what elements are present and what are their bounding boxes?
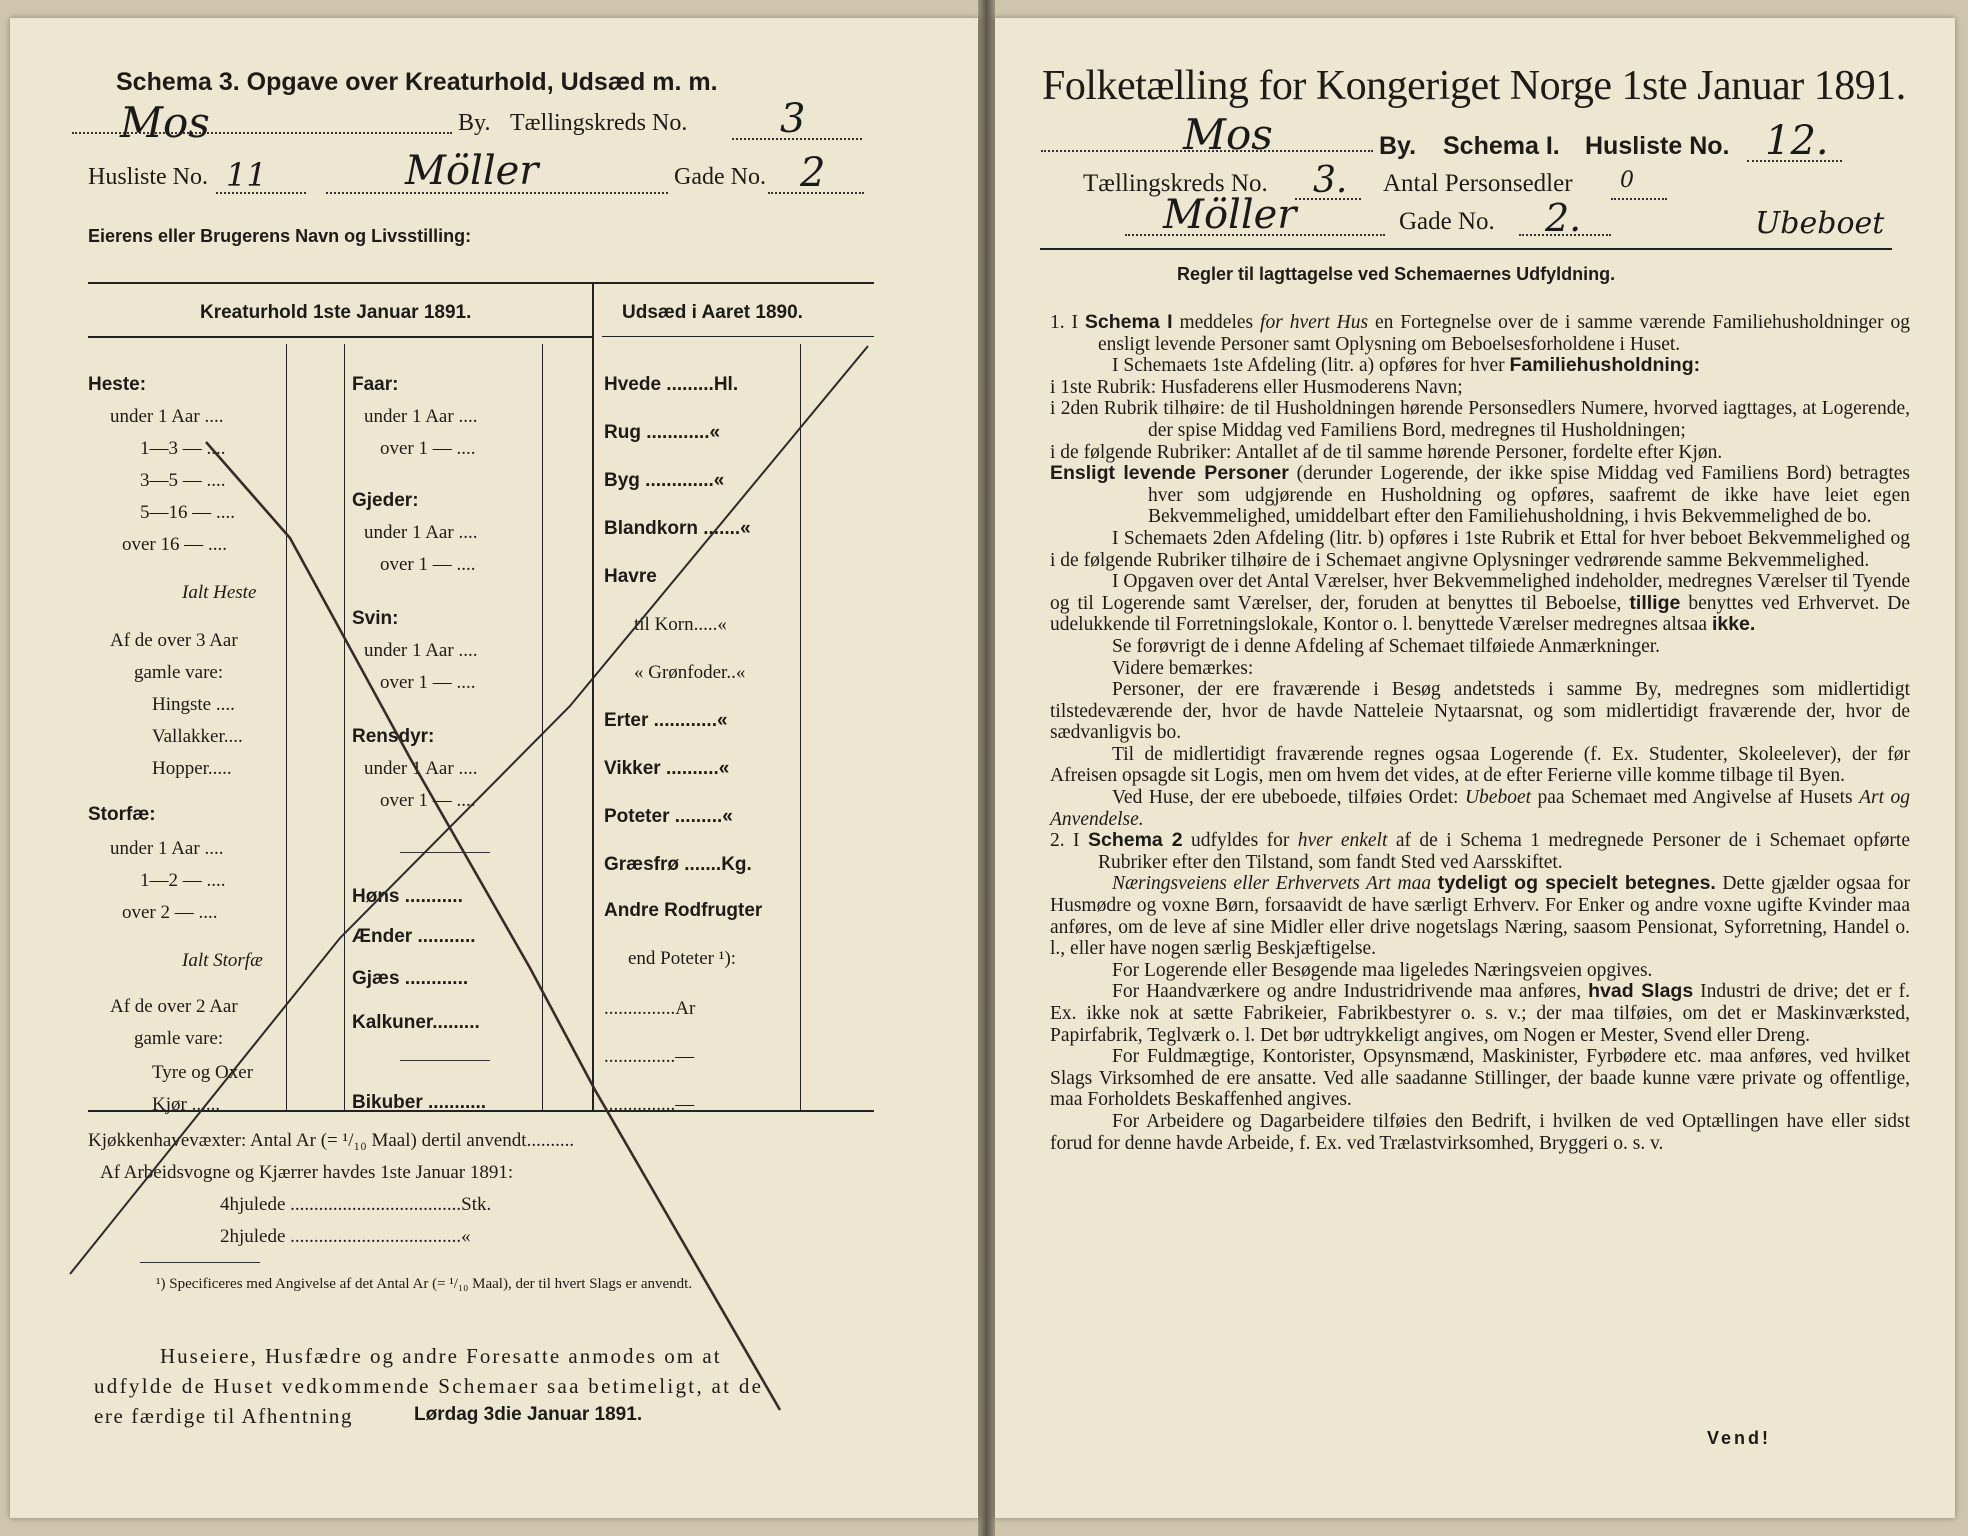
antal-dotted: [1611, 196, 1667, 200]
kreds-handwritten: 3: [780, 96, 806, 142]
heste-row: 3—5 — ....: [140, 470, 226, 491]
heste-row: gamle vare:: [134, 662, 224, 683]
gjeder-row: over 1 — ....: [380, 554, 476, 575]
by-label: By.: [458, 110, 491, 136]
gade-label: Gade No.: [1399, 208, 1495, 235]
arbeidsvogne-line: Af Arbeidsvogne og Kjærrer havdes 1ste Januar 1891:: [100, 1162, 514, 1183]
closing-line-1: Huseiere, Husfædre og andre Foresatte anmodes om at: [160, 1344, 722, 1368]
udsaed-row: Poteter .........«: [604, 806, 733, 827]
bikuber-row: Bikuber ...........: [352, 1092, 487, 1113]
book-spine: [978, 0, 995, 1536]
ubeboet-note: Ubeboet: [1755, 206, 1885, 241]
husliste-label: Husliste No.: [1585, 132, 1730, 160]
left-page: [10, 18, 978, 1518]
svin-row: over 1 — ....: [380, 672, 476, 693]
regler-title: Regler til lagttagelse ved Schemaernes Udfyldning.: [1177, 264, 1616, 284]
closing-line-3b: Lørdag 3die Januar 1891.: [414, 1404, 643, 1425]
gade-label: Gade No.: [674, 164, 766, 190]
gade-name-handwritten: Möller: [405, 148, 539, 194]
right-page: [995, 18, 1955, 1518]
faar-row: under 1 Aar ....: [364, 406, 478, 427]
cross-out-strokes: [10, 18, 978, 1518]
udsaed-row: Vikker ..........«: [604, 758, 730, 779]
heste-row: Vallakker....: [152, 726, 243, 747]
storfae-row: over 2 — ....: [122, 902, 218, 923]
udsaed-row: end Poteter ¹):: [628, 948, 737, 969]
kreatur-header: Kreaturhold 1ste Januar 1891.: [200, 302, 472, 323]
kreds-handwritten: 3.: [1313, 160, 1348, 201]
storfae-row: Tyre og Oxer: [152, 1062, 254, 1083]
udsaed-row: « Grønfoder..«: [634, 662, 746, 683]
antal-handwritten: 0: [1620, 168, 1634, 193]
udsaed-row: til Korn.....«: [634, 614, 727, 635]
kjokkenhave-line: Kjøkkenhavevæxter: Antal Ar (= ¹/₁₀ Maal) dertil anvendt..........: [88, 1130, 575, 1151]
udsaed-row: Andre Rodfrugter: [604, 900, 763, 921]
storfae-row: 1—2 — ....: [140, 870, 226, 891]
gjaes-row: Gjæs ............: [352, 968, 469, 989]
footnote: ¹) Specificeres med Angivelse af det Antal Ar (= ¹/₁₀ Maal), der til hvert Slags er anvendt.: [156, 1276, 693, 1292]
udsaed-row: ...............—: [604, 1094, 695, 1115]
closing-line-3a: ere færdige til Afhentning: [94, 1404, 354, 1428]
husliste-handwritten: 11: [226, 156, 267, 194]
schema3-title: Schema 3. Opgave over Kreaturhold, Udsæd m. m.: [116, 68, 718, 96]
heste-row: 5—16 — ....: [140, 502, 235, 523]
by-handwritten: Mos: [1183, 110, 1273, 159]
cross-out-line: [206, 442, 780, 1410]
hons-row: Høns ...........: [352, 886, 463, 907]
cross-out-line: [70, 346, 868, 1274]
gade-name-handwritten: Möller: [1163, 192, 1297, 238]
taellingskreds-label: Tællingskreds No.: [1083, 170, 1268, 197]
udsaed-row: Erter ............«: [604, 710, 728, 731]
kalkuner-row: Kalkuner.........: [352, 1012, 480, 1033]
closing-line-2: udfylde de Huset vedkommende Schemaer saa betimeligt, at de: [94, 1374, 764, 1398]
udsaed-row: Græsfrø .......Kg.: [604, 854, 752, 875]
taellingskreds-label: Tællingskreds No.: [510, 110, 688, 136]
heste-row: Af de over 3 Aar: [110, 630, 238, 651]
gade-handwritten: 2.: [1545, 196, 1582, 240]
storfae-row: Kjør ......: [152, 1094, 221, 1115]
svin-row: under 1 Aar ....: [364, 640, 478, 661]
gjeder-row: under 1 Aar ....: [364, 522, 478, 543]
gjeder-heading: Gjeder:: [352, 490, 419, 511]
udsaed-row: Rug ............«: [604, 422, 721, 443]
storfae-heading: Storfæ:: [88, 804, 156, 825]
ialt-storfae: Ialt Storfæ: [182, 950, 263, 971]
rensdyr-row: under 1 Aar ....: [364, 758, 478, 779]
heste-row: under 1 Aar ....: [110, 406, 224, 427]
storfae-row: under 1 Aar ....: [110, 838, 224, 859]
heste-row: over 16 — ....: [122, 534, 228, 555]
heste-heading: Heste:: [88, 374, 147, 395]
ialt-heste: Ialt Heste: [182, 582, 257, 603]
storfae-row: gamle vare:: [134, 1028, 224, 1049]
udsaed-row: Blandkorn .......«: [604, 518, 751, 539]
udsaed-row: Hvede .........Hl.: [604, 374, 739, 395]
heste-row: Hingste ....: [152, 694, 235, 715]
udsaed-row: ...............—: [604, 1046, 695, 1067]
udsaed-header: Udsæd i Aaret 1890.: [622, 302, 803, 323]
husliste-label: Husliste No.: [88, 164, 208, 190]
faar-heading: Faar:: [352, 374, 399, 395]
regler-text: 1. I Schema I meddeles for hvert Hus en Fortegnelse over de i samme værende Familiehusholdninger og ensligt levende Personer samt Oplysning om Beboelsesforholdene i Huset. I Schemaets 1ste Afdeling (litr. a) opføres for hver Familiehusholdning: i 1ste Rubrik: Husfaderens eller Husmoderens Navn; i 2den Rubrik tilhøire: de til Husholdningen hørende Personsedlers Numere, hvorved iagttages, at Logerende, der spise Middag ved Familiens Bord, medregnes til Husholdningen; i de følgende Rubriker: Antallet af de til samme hørende Personer, fordelte efter Kjøn. Ensligt levende Personer (derunder Logerende, der ikke spise Middag ved Familiens Bord) betragtes hver som udgjørende en Husholdning og opføres, saafremt de ikke have leiet egen Bekvemmelighed, umiddelbart efter den Familiehusholdning, i hvis Bekvemmelighed de bo. I Schemaets 2den Afdeling (litr. b) opføres i 1ste Rubrik et Ettal for hver beboet Bekvemmelighed og i de følgende Rubriker tilhøire de i Schemaet angivne Oplysninger vedrørende samme Bekvemmelighed. I Opgaven over det Antal Værelser, hver Bekvemmelighed indeholder, medregnes Værelser til Tyende og til Logerende samt Værelser, der, foruden at benyttes til Beboelse, tillige benyttes ved Erhvervet. De udelukkende til Forretningslokale, Kontor o. l. benyttede Værelser medregnes altsaa ikke. Se forøvrigt de i denne Afdeling af Schemaet tilføiede Anmærkninger. Videre bemærkes: Personer, der ere fraværende i Besøg andetsteds i samme By, medregnes som midlertidigt tilstedeværende der, hvor de havde Natteleie Nytaarsnat, og som midlertidigt fraværende der, hvor de sædvanligvis bo. Til de midlertidigt fraværende regnes ogsaa Logerende (f. Ex. Studenter, Skoleelever), der før Afreisen opsagde sit Logis, men om hvem det vides, at de efter Ferierne ville komme tilbage til Byen. Ved Huse, der ere ubeboede, tilføies Ordet: Ubeboet paa Schemaet med Angivelse af Husets Art og Anvendelse. 2. I Schema 2 udfyldes for hver enkelt af de i Schema 1 medregnede Personer de i Schemaet opførte Rubriker efter den Tilstand, som fandt Sted ved Aarsskiftet. Næringsveiens eller Erhvervets Art maa tydeligt og specielt betegnes. Dette gjælder ogsaa for Husmødre og voxne Børn, forsaavidt de have særligt Erhverv. For Enker og andre voxne ugifte Kvinder maa anføres, om de leve af sine Midler eller drive nogetslags Næring, saasom Pensionat, Syforretning, Handel o. l., eller have nogen særlig Beskjæftigelse. For Logerende eller Besøgende maa ligeledes Næringsveien opgives. For Haandværkere og andre Industridrivende maa anføres, hvad Slags Industri de drive; det er f. Ex. ikke nok at sætte Fabrikeier, Fabrikbestyrer o. s. v.; der maa tilføies, om det er Maskinværksted, Papirfabrik, Teglværk o. l. Det bør udtrykkeligt angives, om Nogen er Mester, Svend eller Dreng. For Fuldmægtige, Kontorister, Opsynsmænd, Maskinister, Fyrbødere etc. maa anføres, ved hvilket Slags Virksomhed de ere ansatte. Ved alle saadanne Stillinger, der baade kunne være private og offentlige, maa Forholdets Beskaffenhed angives. For Arbeidere og Dagarbeidere tilføies den Bedrift, i hvilken de ved Optællingen have eller sidst forud for denne havde Arbeide, f. Ex. ved Trælastvirksomhed, Bryggeri o. s. v.: [1050, 311, 1911, 1154]
storfae-row: Af de over 2 Aar: [110, 996, 238, 1017]
heste-row: 1—3 — ....: [140, 438, 226, 459]
heste-row: Hopper.....: [152, 758, 232, 779]
header-rule: [1040, 248, 1892, 250]
svin-heading: Svin:: [352, 608, 399, 629]
gade-handwritten: 2: [800, 150, 826, 196]
udsaed-row: Byg .............«: [604, 470, 725, 491]
vend-label: Vend!: [1707, 1428, 1772, 1448]
hjul4-line: 4hjulede ....................................Stk.: [220, 1194, 492, 1215]
schema-label: Schema I.: [1443, 132, 1560, 160]
udsaed-row: Havre: [604, 566, 657, 587]
udsaed-row: ...............Ar: [604, 998, 696, 1019]
aender-row: Ænder ...........: [352, 926, 476, 947]
rensdyr-heading: Rensdyr:: [352, 726, 435, 747]
hjul2-line: 2hjulede ....................................«: [220, 1226, 471, 1247]
antal-label: Antal Personsedler: [1383, 170, 1573, 197]
rensdyr-row: over 1 — ....: [380, 790, 476, 811]
eier-label: Eierens eller Brugerens Navn og Livsstilling:: [88, 226, 472, 246]
faar-row: over 1 — ....: [380, 438, 476, 459]
by-label: By.: [1379, 132, 1417, 160]
by-handwritten: Mos: [120, 98, 210, 147]
husliste-handwritten: 12.: [1765, 118, 1829, 164]
census-title: Folketælling for Kongeriget Norge 1ste Januar 1891.: [1042, 63, 1906, 109]
